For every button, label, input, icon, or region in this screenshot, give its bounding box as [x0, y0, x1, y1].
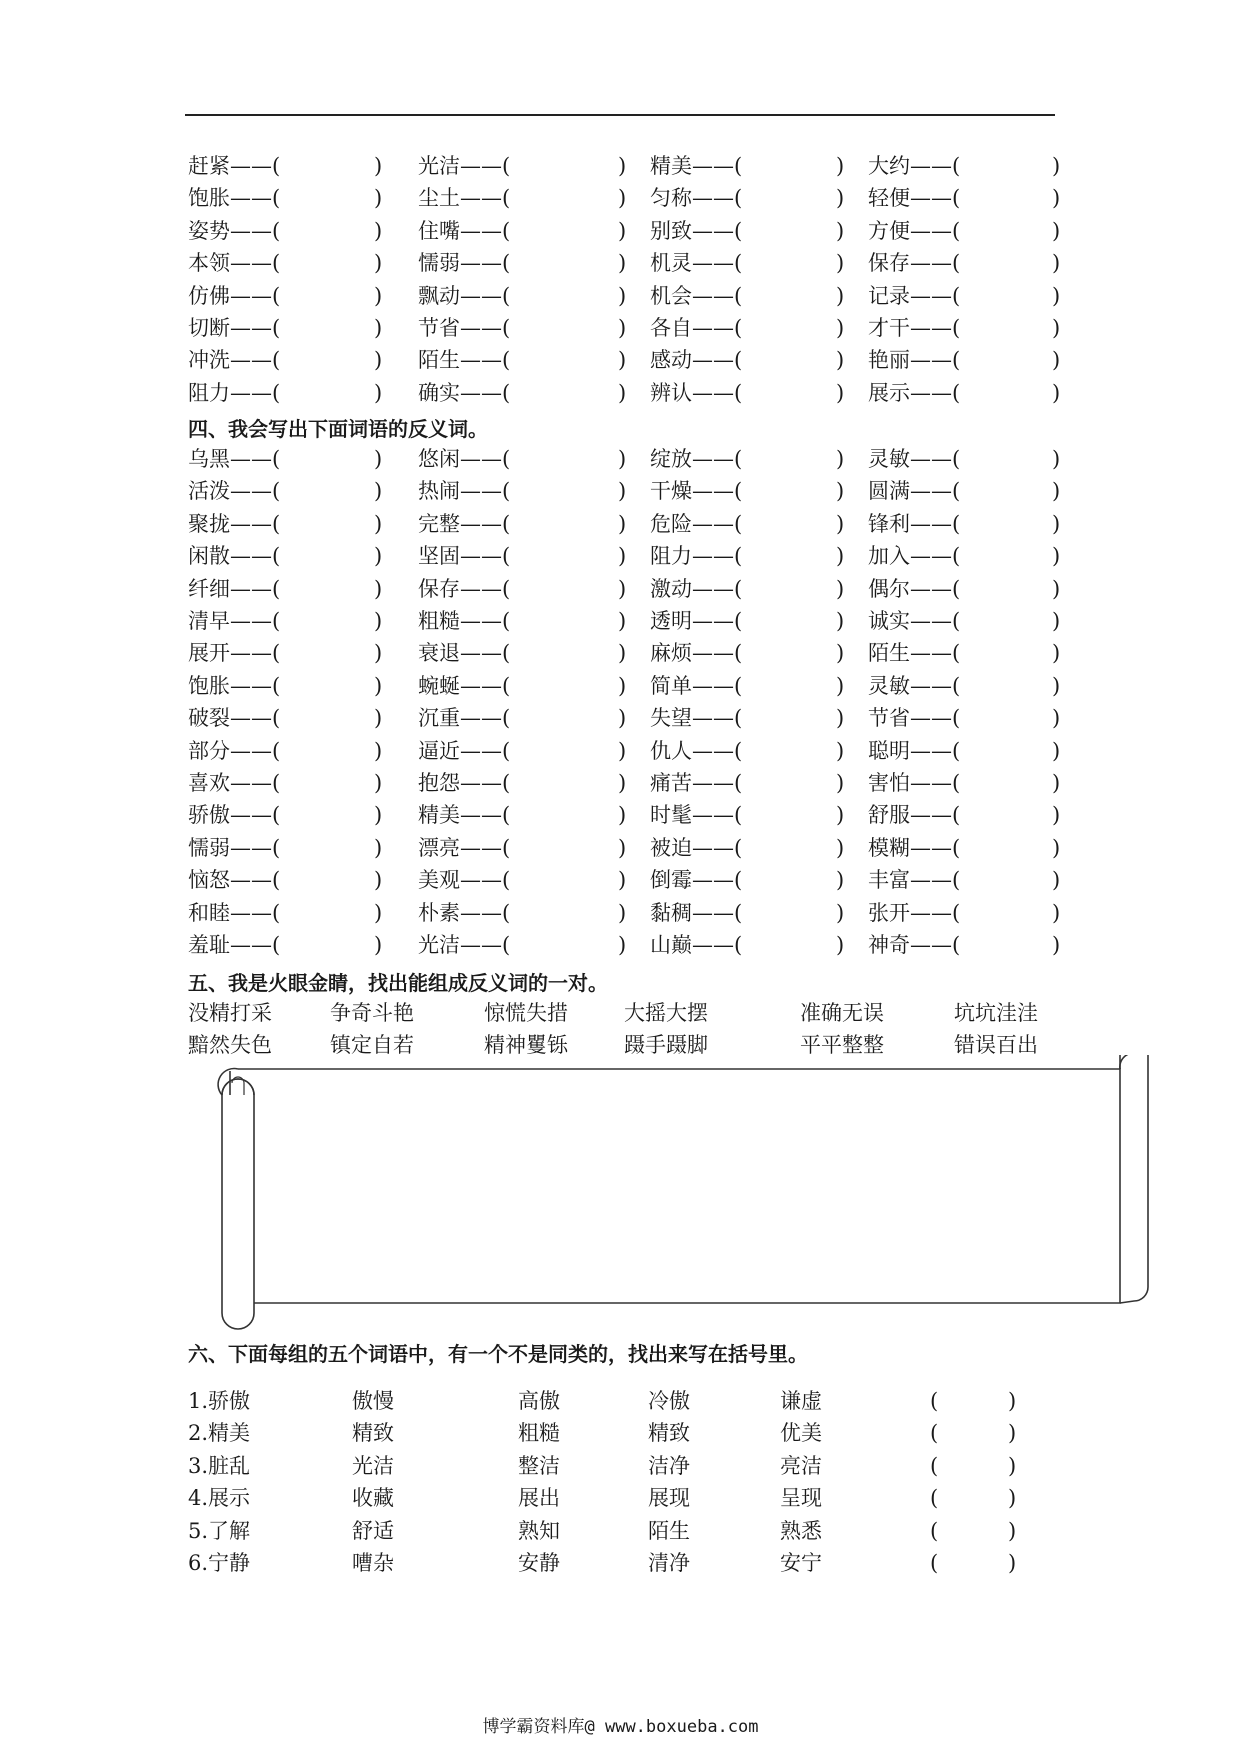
antonym-answer-blank[interactable]: ) — [374, 771, 383, 795]
odd-word: 1.骄傲 — [188, 1389, 251, 1413]
synonym-answer-blank[interactable]: ) — [618, 154, 627, 178]
idiom-option[interactable]: 平平整整 — [800, 1033, 884, 1057]
antonym-answer-blank[interactable]: ) — [374, 511, 383, 536]
odd-word: 展出 — [518, 1486, 560, 1511]
antonym-word: 漂亮——( — [418, 835, 511, 860]
antonym-answer-blank[interactable]: ) — [1052, 803, 1061, 828]
antonym-word: 纤细——( — [188, 576, 281, 601]
scroll-answer-box[interactable] — [200, 1055, 1150, 1330]
antonym-answer-blank[interactable]: ) — [1052, 479, 1061, 504]
odd-answer-open[interactable]: ( — [930, 1421, 939, 1446]
antonym-answer-blank[interactable]: ) — [374, 576, 383, 601]
antonym-answer-blank[interactable]: ) — [1052, 771, 1061, 795]
idiom-option[interactable]: 镇定自若 — [330, 1033, 414, 1057]
antonym-answer-blank[interactable]: ) — [836, 447, 845, 471]
antonym-answer-blank[interactable]: ) — [1052, 673, 1061, 698]
synonym-word: 感动——( — [650, 348, 743, 373]
antonym-answer-blank[interactable]: ) — [618, 544, 627, 569]
synonym-word: 才干——( — [868, 316, 961, 340]
antonym-word: 锋利——( — [868, 511, 961, 536]
odd-word: 谦虚 — [780, 1389, 822, 1413]
synonym-answer-blank[interactable]: ) — [618, 251, 627, 276]
antonym-answer-blank[interactable]: ) — [618, 771, 627, 795]
antonym-answer-blank[interactable]: ) — [1052, 544, 1061, 569]
antonym-answer-blank[interactable]: ) — [836, 803, 845, 828]
antonym-answer-blank[interactable]: ) — [374, 479, 383, 504]
antonym-word: 聚拢——( — [188, 511, 281, 536]
antonym-answer-blank[interactable]: ) — [836, 576, 845, 601]
odd-word: 安宁 — [780, 1551, 822, 1575]
antonym-answer-blank[interactable]: ) — [836, 479, 845, 504]
synonym-word: 记录——( — [868, 283, 961, 308]
antonym-word: 部分——( — [188, 738, 281, 763]
section6-heading: 六、下面每组的五个词语中，有一个不是同类的，找出来写在括号里。 — [188, 1342, 808, 1366]
odd-word: 呈现 — [780, 1486, 822, 1511]
antonym-word: 害怕——( — [868, 771, 961, 795]
synonym-word: 轻便——( — [868, 186, 961, 211]
idiom-option[interactable]: 黯然失色 — [188, 1033, 272, 1057]
antonym-word: 悠闲——( — [418, 447, 511, 471]
synonym-word: 懦弱——( — [418, 251, 511, 276]
synonym-word: 匀称——( — [650, 186, 743, 211]
synonym-answer-blank[interactable]: ) — [374, 251, 383, 276]
odd-word: 傲慢 — [352, 1389, 394, 1413]
synonym-answer-blank[interactable]: ) — [1052, 251, 1061, 276]
synonym-word: 光洁——( — [418, 154, 511, 178]
odd-word: 优美 — [780, 1421, 822, 1446]
synonym-answer-blank[interactable]: ) — [1052, 283, 1061, 308]
odd-word: 精致 — [352, 1421, 394, 1446]
synonym-word: 各自——( — [650, 316, 743, 340]
odd-answer-close[interactable]: ) — [1008, 1421, 1017, 1446]
synonym-answer-blank[interactable]: ) — [836, 218, 845, 243]
synonym-word: 赶紧——( — [188, 154, 281, 178]
antonym-answer-blank[interactable]: ) — [836, 641, 845, 666]
antonym-answer-blank[interactable]: ) — [618, 447, 627, 471]
synonym-answer-blank[interactable]: ) — [836, 380, 845, 405]
antonym-word: 干燥——( — [650, 479, 743, 504]
antonym-answer-blank[interactable]: ) — [618, 868, 627, 893]
synonym-answer-blank[interactable]: ) — [836, 283, 845, 308]
antonym-word: 精美——( — [418, 803, 511, 828]
synonym-word: 精美——( — [650, 154, 743, 178]
odd-word: 安静 — [518, 1551, 560, 1575]
antonym-word: 透明——( — [650, 609, 743, 633]
antonym-word: 舒服——( — [868, 803, 961, 828]
antonym-word: 激动——( — [650, 576, 743, 601]
antonym-word: 破裂——( — [188, 706, 281, 731]
synonym-word: 大约——( — [868, 154, 961, 178]
antonym-word: 痛苦——( — [650, 771, 743, 795]
odd-word: 3.脏乱 — [188, 1453, 251, 1478]
antonym-answer-blank[interactable]: ) — [618, 673, 627, 698]
antonym-answer-blank[interactable]: ) — [618, 933, 627, 957]
antonym-answer-blank[interactable]: ) — [374, 641, 383, 666]
antonym-word: 沉重——( — [418, 706, 511, 731]
odd-word: 冷傲 — [648, 1389, 690, 1413]
odd-word: 2.精美 — [188, 1421, 251, 1446]
synonym-word: 艳丽——( — [868, 348, 961, 373]
antonym-answer-blank[interactable]: ) — [618, 803, 627, 828]
antonym-answer-blank[interactable]: ) — [836, 544, 845, 569]
synonym-answer-blank[interactable]: ) — [618, 218, 627, 243]
antonym-word: 灵敏——( — [868, 447, 961, 471]
idiom-option[interactable]: 大摇大摆 — [624, 1001, 708, 1025]
odd-word: 舒适 — [352, 1518, 394, 1543]
synonym-word: 别致——( — [650, 218, 743, 243]
antonym-word: 光洁——( — [418, 933, 511, 957]
antonym-answer-blank[interactable]: ) — [836, 706, 845, 731]
antonym-word: 和睦——( — [188, 900, 281, 925]
odd-answer-open[interactable]: ( — [930, 1389, 939, 1413]
antonym-answer-blank[interactable]: ) — [374, 933, 383, 957]
antonym-word: 诚实——( — [868, 609, 961, 633]
header-rule — [185, 114, 1055, 116]
odd-word: 整洁 — [518, 1453, 560, 1478]
antonym-answer-blank[interactable]: ) — [1052, 447, 1061, 471]
odd-word: 清净 — [648, 1551, 690, 1575]
synonym-word: 阻力——( — [188, 380, 281, 405]
antonym-word: 抱怨——( — [418, 771, 511, 795]
synonym-answer-blank[interactable]: ) — [618, 380, 627, 405]
antonym-word: 恼怒——( — [188, 868, 281, 893]
odd-word: 陌生 — [648, 1518, 690, 1543]
antonym-answer-blank[interactable]: ) — [1052, 933, 1061, 957]
odd-word: 光洁 — [352, 1453, 394, 1478]
synonym-answer-blank[interactable]: ) — [618, 316, 627, 340]
antonym-word: 饱胀——( — [188, 673, 281, 698]
antonym-answer-blank[interactable]: ) — [618, 706, 627, 731]
antonym-word: 粗糙——( — [418, 609, 511, 633]
antonym-word: 圆满——( — [868, 479, 961, 504]
synonym-word: 展示——( — [868, 380, 961, 405]
synonym-word: 仿佛——( — [188, 283, 281, 308]
antonym-word: 喜欢——( — [188, 771, 281, 795]
antonym-answer-blank[interactable]: ) — [618, 738, 627, 763]
odd-word: 嘈杂 — [352, 1551, 394, 1575]
antonym-word: 完整——( — [418, 511, 511, 536]
idiom-option[interactable]: 精神矍铄 — [484, 1033, 568, 1057]
antonym-word: 陌生——( — [868, 641, 961, 666]
antonym-answer-blank[interactable]: ) — [836, 511, 845, 536]
idiom-option[interactable]: 惊慌失措 — [484, 1001, 568, 1025]
idiom-option[interactable]: 准确无误 — [800, 1001, 884, 1025]
antonym-word: 美观——( — [418, 868, 511, 893]
antonym-answer-blank[interactable]: ) — [836, 771, 845, 795]
odd-answer-close[interactable]: ) — [1008, 1453, 1017, 1478]
synonym-word: 方便——( — [868, 218, 961, 243]
synonym-answer-blank[interactable]: ) — [1052, 186, 1061, 211]
antonym-answer-blank[interactable]: ) — [618, 641, 627, 666]
synonym-answer-blank[interactable]: ) — [836, 348, 845, 373]
antonym-word: 保存——( — [418, 576, 511, 601]
antonym-answer-blank[interactable]: ) — [1052, 868, 1061, 893]
antonym-word: 逼近——( — [418, 738, 511, 763]
odd-answer-close[interactable]: ) — [1008, 1518, 1017, 1543]
antonym-answer-blank[interactable]: ) — [836, 738, 845, 763]
synonym-word: 本领——( — [188, 251, 281, 276]
antonym-word: 展开——( — [188, 641, 281, 666]
antonym-word: 失望——( — [650, 706, 743, 731]
odd-answer-open[interactable]: ( — [930, 1551, 939, 1575]
antonym-answer-blank[interactable]: ) — [618, 479, 627, 504]
antonym-word: 危险——( — [650, 511, 743, 536]
idiom-option[interactable]: 错误百出 — [954, 1033, 1038, 1057]
antonym-word: 乌黑——( — [188, 447, 281, 471]
synonym-answer-blank[interactable]: ) — [374, 348, 383, 373]
section5-heading: 五、我是火眼金睛，找出能组成反义词的一对。 — [188, 971, 608, 995]
synonym-answer-blank[interactable]: ) — [374, 154, 383, 178]
antonym-answer-blank[interactable]: ) — [374, 544, 383, 569]
antonym-word: 懦弱——( — [188, 835, 281, 860]
synonym-word: 飘动——( — [418, 283, 511, 308]
antonym-answer-blank[interactable]: ) — [1052, 706, 1061, 731]
antonym-word: 偶尔——( — [868, 576, 961, 601]
idiom-option[interactable]: 争奇斗艳 — [330, 1001, 414, 1025]
antonym-answer-blank[interactable]: ) — [374, 609, 383, 633]
antonym-answer-blank[interactable]: ) — [1052, 835, 1061, 860]
antonym-answer-blank[interactable]: ) — [1052, 641, 1061, 666]
odd-answer-open[interactable]: ( — [930, 1518, 939, 1543]
antonym-word: 麻烦——( — [650, 641, 743, 666]
synonym-word: 住嘴——( — [418, 218, 511, 243]
odd-word: 熟悉 — [780, 1518, 822, 1543]
antonym-answer-blank[interactable]: ) — [836, 900, 845, 925]
antonym-answer-blank[interactable]: ) — [836, 609, 845, 633]
synonym-answer-blank[interactable]: ) — [1052, 154, 1061, 178]
synonym-answer-blank[interactable]: ) — [618, 283, 627, 308]
synonym-answer-blank[interactable]: ) — [374, 218, 383, 243]
synonym-answer-blank[interactable]: ) — [1052, 218, 1061, 243]
antonym-answer-blank[interactable]: ) — [1052, 609, 1061, 633]
antonym-word: 仇人——( — [650, 738, 743, 763]
antonym-word: 丰富——( — [868, 868, 961, 893]
antonym-answer-blank[interactable]: ) — [374, 447, 383, 471]
antonym-answer-blank[interactable]: ) — [836, 868, 845, 893]
antonym-word: 闲散——( — [188, 544, 281, 569]
synonym-answer-blank[interactable]: ) — [836, 316, 845, 340]
antonym-word: 羞耻——( — [188, 933, 281, 957]
synonym-answer-blank[interactable]: ) — [618, 186, 627, 211]
antonym-word: 倒霉——( — [650, 868, 743, 893]
odd-word: 粗糙 — [518, 1421, 560, 1446]
antonym-answer-blank[interactable]: ) — [374, 900, 383, 925]
antonym-word: 衰退——( — [418, 641, 511, 666]
odd-word: 4.展示 — [188, 1486, 251, 1511]
synonym-word: 切断——( — [188, 316, 281, 340]
antonym-answer-blank[interactable]: ) — [618, 835, 627, 860]
antonym-word: 黏稠——( — [650, 900, 743, 925]
antonym-answer-blank[interactable]: ) — [1052, 576, 1061, 601]
antonym-answer-blank[interactable]: ) — [618, 511, 627, 536]
antonym-answer-blank[interactable]: ) — [836, 673, 845, 698]
synonym-word: 饱胀——( — [188, 186, 281, 211]
antonym-answer-blank[interactable]: ) — [374, 868, 383, 893]
antonym-answer-blank[interactable]: ) — [618, 900, 627, 925]
synonym-answer-blank[interactable]: ) — [836, 251, 845, 276]
antonym-answer-blank[interactable]: ) — [374, 738, 383, 763]
synonym-word: 机灵——( — [650, 251, 743, 276]
footer-source: 博学霸资料库@ www.boxueba.com — [482, 1717, 759, 1737]
odd-answer-close[interactable]: ) — [1008, 1389, 1017, 1413]
antonym-answer-blank[interactable]: ) — [618, 609, 627, 633]
antonym-word: 被迫——( — [650, 835, 743, 860]
antonym-answer-blank[interactable]: ) — [618, 576, 627, 601]
antonym-answer-blank[interactable]: ) — [374, 706, 383, 731]
antonym-word: 朴素——( — [418, 900, 511, 925]
antonym-answer-blank[interactable]: ) — [374, 835, 383, 860]
odd-word: 高傲 — [518, 1389, 560, 1413]
antonym-word: 坚固——( — [418, 544, 511, 569]
odd-answer-open[interactable]: ( — [930, 1486, 939, 1511]
antonym-word: 灵敏——( — [868, 673, 961, 698]
synonym-word: 辨认——( — [650, 380, 743, 405]
antonym-answer-blank[interactable]: ) — [1052, 900, 1061, 925]
antonym-word: 山巅——( — [650, 933, 743, 957]
antonym-word: 张开——( — [868, 900, 961, 925]
odd-word: 熟知 — [518, 1518, 560, 1543]
synonym-answer-blank[interactable]: ) — [1052, 316, 1061, 340]
synonym-word: 冲洗——( — [188, 348, 281, 373]
antonym-answer-blank[interactable]: ) — [1052, 511, 1061, 536]
idiom-option[interactable]: 坑坑洼洼 — [954, 1001, 1038, 1025]
odd-answer-close[interactable]: ) — [1008, 1486, 1017, 1511]
odd-answer-open[interactable]: ( — [930, 1453, 939, 1478]
synonym-answer-blank[interactable]: ) — [836, 186, 845, 211]
synonym-answer-blank[interactable]: ) — [374, 283, 383, 308]
antonym-word: 模糊——( — [868, 835, 961, 860]
antonym-answer-blank[interactable]: ) — [374, 803, 383, 828]
synonym-word: 确实——( — [418, 380, 511, 405]
section4-heading: 四、我会写出下面词语的反义词。 — [188, 417, 488, 441]
synonym-word: 尘土——( — [418, 186, 511, 211]
synonym-answer-blank[interactable]: ) — [836, 154, 845, 178]
synonym-word: 节省——( — [418, 316, 511, 340]
odd-word: 洁净 — [648, 1453, 690, 1478]
synonym-answer-blank[interactable]: ) — [374, 380, 383, 405]
antonym-word: 阻力——( — [650, 544, 743, 569]
antonym-word: 神奇——( — [868, 933, 961, 957]
idiom-option[interactable]: 蹑手蹑脚 — [624, 1033, 708, 1057]
antonym-word: 蜿蜒——( — [418, 673, 511, 698]
antonym-word: 简单——( — [650, 673, 743, 698]
synonym-answer-blank[interactable]: ) — [1052, 348, 1061, 373]
antonym-answer-blank[interactable]: ) — [1052, 738, 1061, 763]
synonym-word: 陌生——( — [418, 348, 511, 373]
antonym-answer-blank[interactable]: ) — [836, 835, 845, 860]
odd-answer-close[interactable]: ) — [1008, 1551, 1017, 1575]
antonym-word: 热闹——( — [418, 479, 511, 504]
antonym-word: 绽放——( — [650, 447, 743, 471]
odd-word: 展现 — [648, 1486, 690, 1511]
idiom-option[interactable]: 没精打采 — [188, 1001, 272, 1025]
antonym-word: 清早——( — [188, 609, 281, 633]
odd-word: 6.宁静 — [188, 1551, 251, 1575]
odd-word: 收藏 — [352, 1486, 394, 1511]
odd-word: 5.了解 — [188, 1518, 251, 1543]
antonym-word: 节省——( — [868, 706, 961, 731]
odd-word: 亮洁 — [780, 1453, 822, 1478]
antonym-word: 活泼——( — [188, 479, 281, 504]
odd-word: 精致 — [648, 1421, 690, 1446]
antonym-word: 骄傲——( — [188, 803, 281, 828]
antonym-word: 聪明——( — [868, 738, 961, 763]
synonym-answer-blank[interactable]: ) — [618, 348, 627, 373]
synonym-answer-blank[interactable]: ) — [374, 186, 383, 211]
antonym-word: 时髦——( — [650, 803, 743, 828]
synonym-word: 姿势——( — [188, 218, 281, 243]
synonym-answer-blank[interactable]: ) — [374, 316, 383, 340]
synonym-answer-blank[interactable]: ) — [1052, 380, 1061, 405]
antonym-answer-blank[interactable]: ) — [374, 673, 383, 698]
antonym-answer-blank[interactable]: ) — [836, 933, 845, 957]
synonym-word: 机会——( — [650, 283, 743, 308]
synonym-word: 保存——( — [868, 251, 961, 276]
antonym-word: 加入——( — [868, 544, 961, 569]
